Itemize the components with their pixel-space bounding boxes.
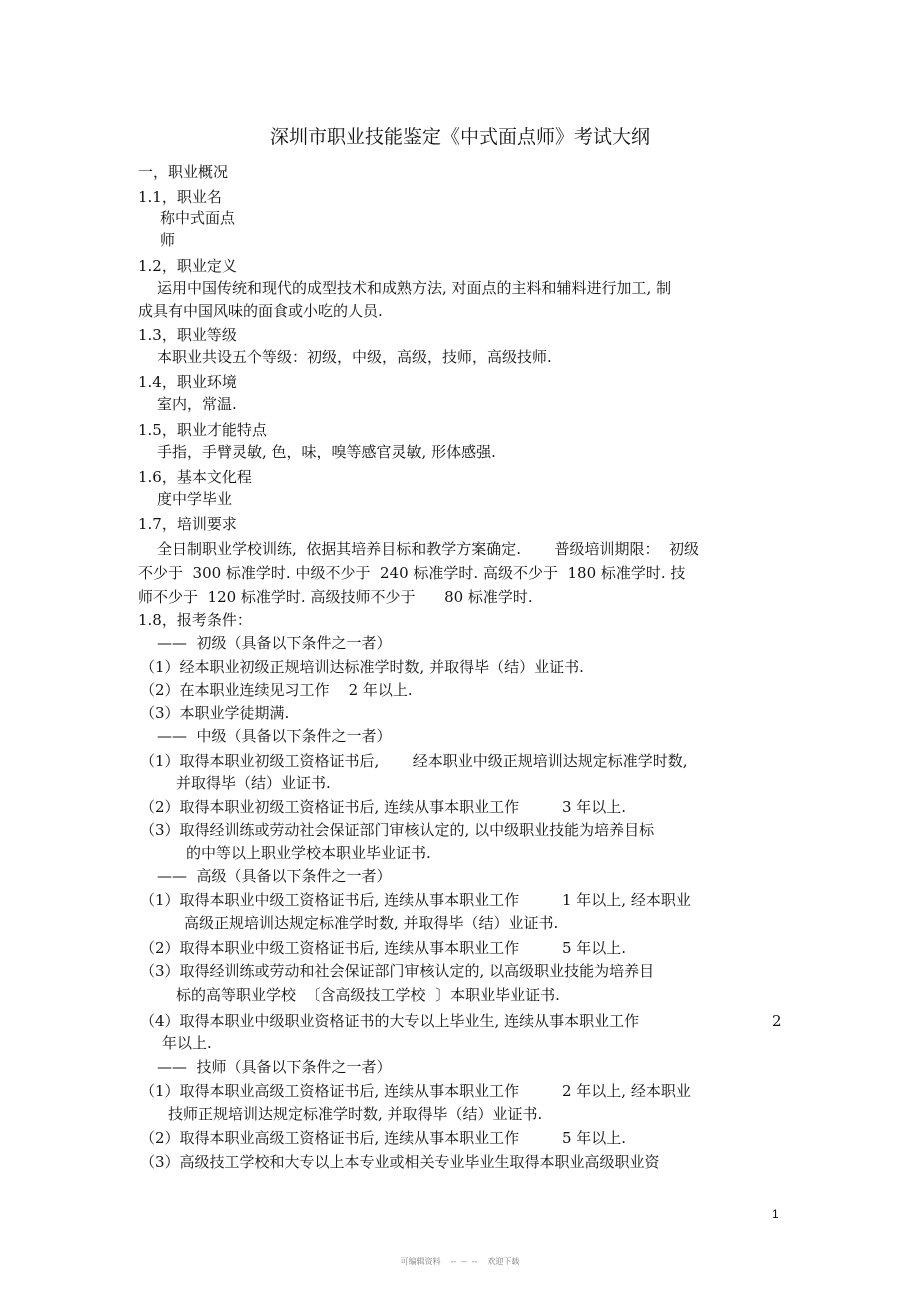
list-item: （1）取得本职业中级工资格证书后, 连续从事本职业工作 1 年以上, 经本职业 (140, 891, 691, 909)
level-heading: —— 技师（具备以下条件之一者） (157, 1058, 392, 1076)
list-item: （3）取得经训练或劳动社会保证部门审核认定的, 以中级职业技能为培养目标 (140, 821, 655, 839)
paragraph-line: 成具有中国风味的面食或小吃的人员. (138, 302, 383, 320)
subsection-heading: 1.6，基本文化程 (138, 468, 252, 486)
paragraph-line: 室内，常温. (157, 395, 237, 413)
subsection-heading: 1.7，培训要求 (138, 515, 237, 533)
list-item: （3）高级技工学校和大专以上本专业或相关专业毕业生取得本职业高级职业资 (140, 1153, 660, 1171)
paragraph-line: 师不少于 120 标准学时. 高级技师不少于 80 标准学时. (138, 588, 533, 606)
level-heading: —— 高级（具备以下条件之一者） (157, 867, 392, 885)
list-item: （1）取得本职业高级工资格证书后, 连续从事本职业工作 2 年以上, 经本职业 (140, 1082, 691, 1100)
paragraph-line: 手指，手臂灵敏, 色，味，嗅等感官灵敏, 形体感强. (157, 443, 496, 461)
subsection-heading: 1.1，职业名 (138, 188, 222, 206)
list-item: （4）取得本职业中级职业资格证书的大专以上毕业生, 连续从事本职业工作 (140, 1012, 640, 1030)
subsection-heading: 1.8，报考条件： (138, 611, 252, 629)
level-heading: —— 中级（具备以下条件之一者） (157, 727, 392, 745)
subsection-heading: 1.4，职业环境 (138, 373, 237, 391)
paragraph-line: 运用中国传统和现代的成型技术和成熟方法, 对面点的主料和辅料进行加工, 制 (157, 279, 672, 297)
section-heading: 一，职业概况 (138, 163, 229, 181)
list-item-continuation: 的中等以上职业学校本职业毕业证书. (186, 844, 431, 862)
list-item-continuation: 年以上. (162, 1034, 212, 1052)
paragraph-line: 不少于 300 标准学时. 中级不少于 240 标准学时. 高级不少于 180 标准学时. 技 (138, 564, 686, 582)
paragraph-line: 本职业共设五个等级：初级，中级，高级，技师，高级技师. (157, 348, 552, 366)
subsection-heading: 1.3，职业等级 (138, 326, 237, 344)
list-item-continuation: 技师正规培训达规定标准学时数, 并取得毕（结）业证书. (168, 1105, 543, 1123)
list-item: （1）取得本职业初级工资格证书后, 经本职业中级正规培训达规定标准学时数, (140, 752, 688, 770)
document-title: 深圳市职业技能鉴定《中式面点师》考试大纲 (269, 126, 650, 148)
list-item: （3）取得经训练或劳动和社会保证部门审核认定的, 以高级职业技能为培养目 (140, 962, 655, 980)
paragraph-line: 称中式面点 (160, 209, 236, 227)
level-heading: —— 初级（具备以下条件之一者） (157, 634, 392, 652)
list-item: （2）取得本职业高级工资格证书后, 连续从事本职业工作 5 年以上. (140, 1129, 627, 1147)
subsection-heading: 1.5，职业才能特点 (138, 421, 267, 439)
subsection-heading: 1.2，职业定义 (138, 257, 237, 275)
list-item: （2）取得本职业初级工资格证书后, 连续从事本职业工作 3 年以上. (140, 798, 627, 816)
list-item: （1）经本职业初级正规培训达标准学时数, 并取得毕（结）业证书. (140, 658, 584, 676)
paragraph-line: 师 (160, 231, 176, 249)
list-item: （2）取得本职业中级工资格证书后, 连续从事本职业工作 5 年以上. (140, 939, 627, 957)
list-item-continuation: 高级正规培训达规定标准学时数, 并取得毕（结）业证书. (184, 914, 559, 932)
paragraph-line: 度中学毕业 (157, 490, 233, 508)
list-item-continuation: 标的高等职业学校 〔含高级技工学校 〕本职业毕业证书. (176, 986, 560, 1004)
paragraph-line: 全日制职业学校训练, 依据其培养目标和教学方案确定. 普级培训期限： 初级 (157, 540, 699, 558)
list-item-continuation: 并取得毕（结）业证书. (176, 774, 331, 792)
list-item: （3）本职业学徒期满. (140, 704, 290, 722)
page-footer: 可编辑资料 -- -- -- 欢迎下载 (400, 1257, 520, 1266)
page-number: 1 (772, 1207, 779, 1221)
list-item-number: 2 (772, 1012, 782, 1030)
list-item: （2）在本职业连续见习工作 2 年以上. (140, 681, 413, 699)
